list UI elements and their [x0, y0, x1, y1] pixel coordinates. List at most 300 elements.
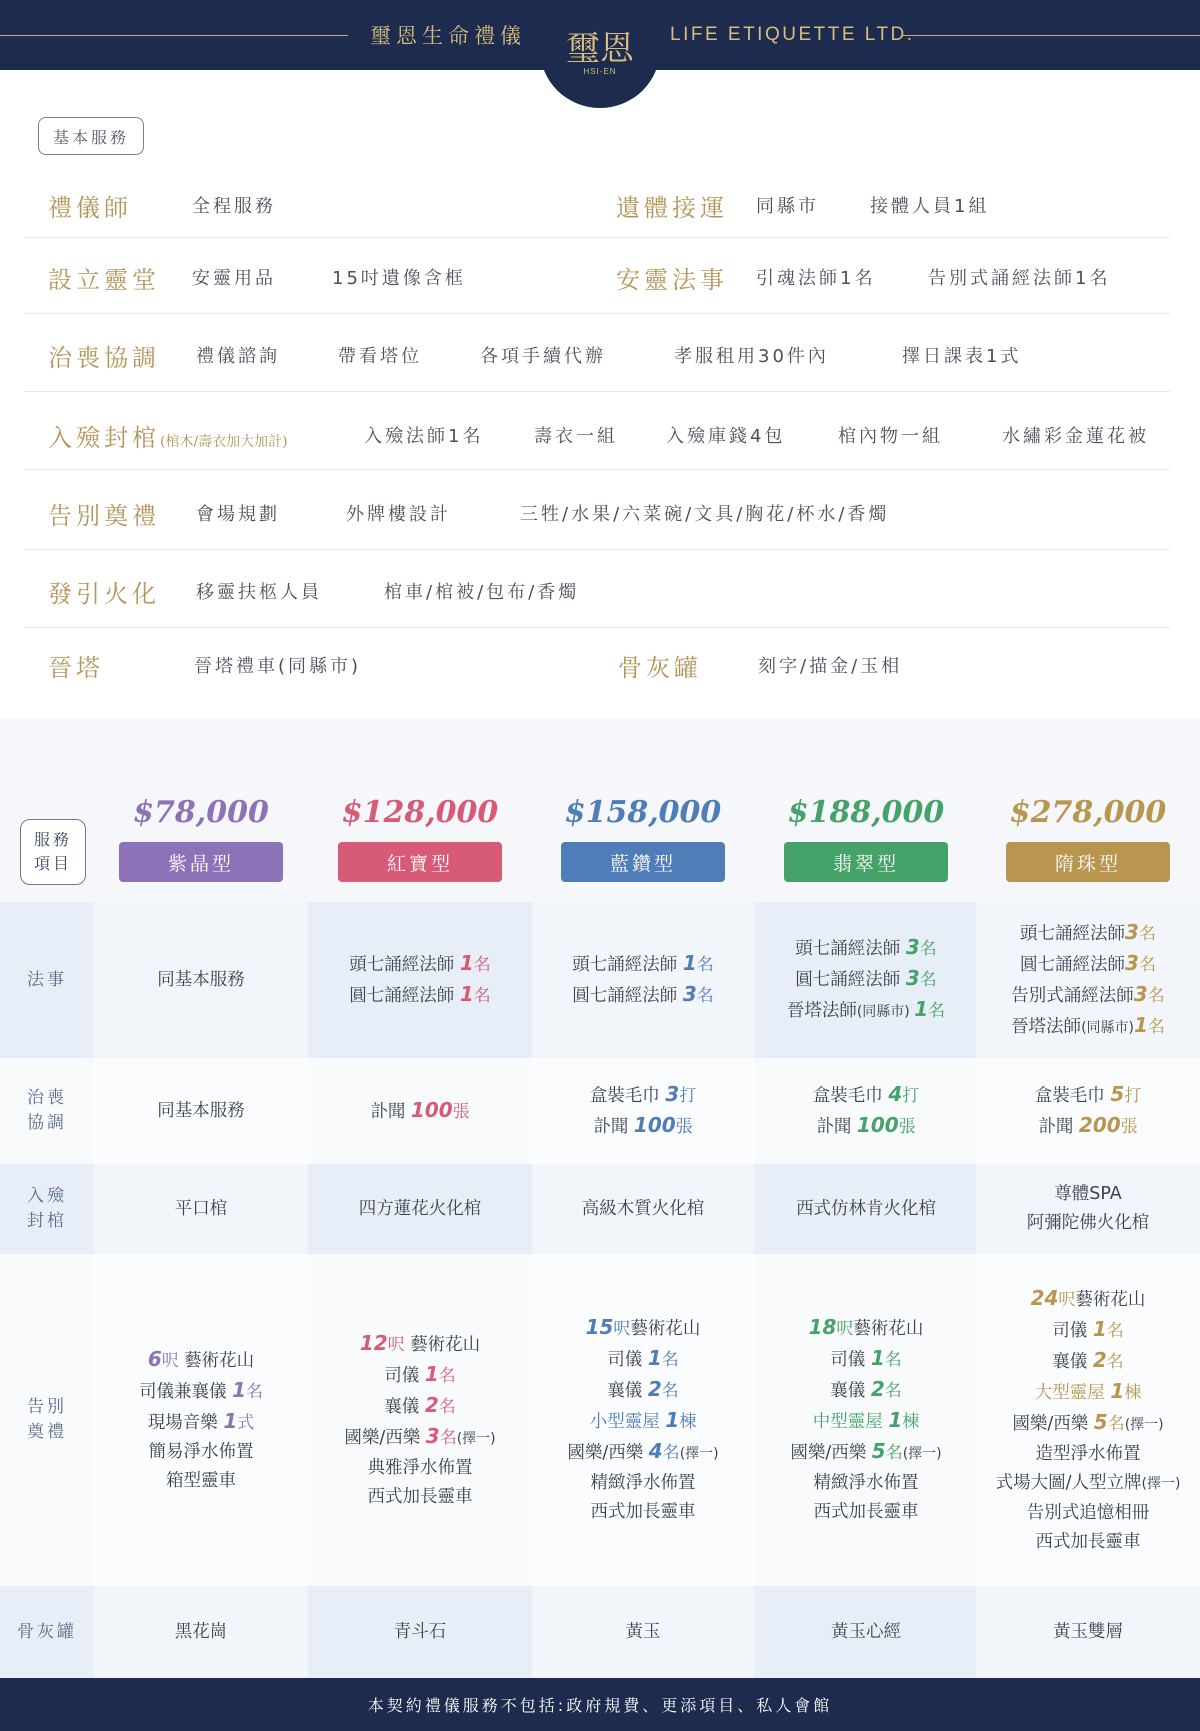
basic-row-item: 外牌樓設計 — [346, 504, 451, 525]
highlight-number: 1 — [647, 1346, 662, 1370]
unit-text: 呎 — [161, 1350, 185, 1371]
plan-cell-line — [590, 1406, 696, 1437]
cell-text: 西式加長靈車 — [813, 1502, 919, 1522]
plan-cell — [532, 1254, 754, 1586]
cell-text: 頭七誦經法師 — [1020, 923, 1126, 944]
unit-text: 名 — [661, 1381, 679, 1401]
note-text: (同縣市) — [1081, 1019, 1134, 1036]
cell-text: 襄儀 — [830, 1381, 871, 1401]
cell-text: 西式仿林肯火化棺 — [796, 1198, 936, 1219]
plan-cell-line — [1052, 1346, 1124, 1377]
plan-cell-line — [139, 1376, 263, 1407]
basic-row-title: 發引火化 — [48, 580, 160, 608]
plan-cell — [755, 1586, 977, 1678]
row-label-line: 法事 — [27, 969, 67, 990]
plan-cell-line — [149, 1438, 254, 1467]
unit-text: 名 — [1138, 954, 1156, 975]
cell-text: 司儀 — [830, 1350, 871, 1370]
row-label — [0, 1586, 94, 1678]
cell-text: 高級木質火化棺 — [581, 1198, 705, 1219]
plan-cell-line — [1035, 1080, 1141, 1111]
basic-row-item: 三牲/水果/六菜碗/文具/胸花/杯水/香燭 — [520, 504, 890, 525]
plan-cell-line — [795, 933, 936, 964]
plan-cell — [309, 1254, 531, 1586]
cell-text: 箱型靈車 — [166, 1470, 236, 1491]
plan-cell-line — [607, 1375, 679, 1406]
unit-text: 名 — [919, 939, 937, 959]
plan-cell-line — [175, 1195, 228, 1224]
highlight-number: 6 — [147, 1346, 162, 1371]
unit-text: 名 — [928, 1001, 946, 1021]
highlight-number: 1 — [1110, 1378, 1125, 1403]
row-label-line: 治喪 — [27, 1088, 67, 1108]
plan-cell — [309, 1058, 531, 1164]
highlight-text: 小型靈屋 — [589, 1412, 666, 1432]
basic-row-item: 引魂法師1名 — [756, 268, 876, 289]
basic-row-item: 帶看塔位 — [338, 346, 422, 367]
basic-row-item: 入殮法師1名 — [364, 426, 484, 447]
plan-cell-line — [1036, 1440, 1141, 1469]
plan-cell-line — [157, 966, 245, 995]
header-divider-right — [902, 35, 1200, 36]
plan-cell-line — [830, 1375, 902, 1406]
cell-text: 晉塔法師 — [786, 1001, 857, 1021]
highlight-text: 中型靈屋 — [812, 1412, 889, 1432]
basic-row-item: 水繡彩金蓮花被 — [1002, 426, 1149, 447]
unit-text: 打 — [902, 1086, 920, 1106]
plan-cell-line — [368, 1454, 473, 1483]
plan-cell — [977, 902, 1199, 1058]
highlight-number: 2 — [870, 1377, 885, 1401]
highlight-number: 1 — [459, 982, 474, 1006]
basic-row-title: 禮儀師 — [48, 194, 132, 222]
unit-text: 張 — [452, 1101, 470, 1122]
cell-text: 典雅淨水佈置 — [367, 1457, 473, 1478]
plan-cell-line — [607, 1344, 679, 1375]
plan-cell-line — [1020, 949, 1156, 980]
basic-row-item: 擇日課表1式 — [902, 346, 1022, 367]
cell-text: 圓七誦經法師 — [572, 986, 683, 1006]
plan-cell — [309, 902, 531, 1058]
plan-cell — [90, 1586, 312, 1678]
cell-text: 現場音樂 — [147, 1412, 224, 1433]
service-items-tag — [20, 819, 86, 885]
plan-cell — [977, 1254, 1199, 1586]
note-text: (同縣市) — [856, 1004, 915, 1020]
plan-cell-line — [148, 1407, 254, 1438]
cell-text: 國樂/西樂 — [567, 1443, 649, 1463]
unit-text: 呎 — [613, 1319, 631, 1339]
plan-name-badge: 藍鑽型 — [561, 842, 725, 882]
unit-text: 名 — [884, 1350, 902, 1370]
plan-cell-line — [1031, 1284, 1146, 1315]
plan-price: $128,000 — [341, 795, 499, 830]
cell-text: 阿彌陀佛火化棺 — [1026, 1213, 1150, 1233]
plan-cell — [532, 1586, 754, 1678]
plan-cell — [977, 1058, 1199, 1164]
unit-text: 名 — [884, 1381, 902, 1401]
plan-cell-line — [148, 1345, 254, 1376]
plan-cell — [309, 1164, 531, 1254]
highlight-number: 100 — [856, 1113, 899, 1137]
unit-text: 棟 — [1124, 1382, 1142, 1403]
plan-name-badge: 翡翠型 — [784, 842, 948, 882]
basic-row-encoffining — [24, 392, 1170, 470]
plan-cell-line — [996, 1469, 1181, 1499]
plan-cell-line — [1053, 1618, 1123, 1647]
highlight-text: 大型靈屋 — [1034, 1382, 1111, 1403]
plan-cell — [755, 902, 977, 1058]
plan-cell-line — [591, 1469, 696, 1498]
basic-row-title-text: 入殮封棺 — [48, 424, 160, 452]
basic-row-item: 孝服租用30件內 — [674, 346, 829, 367]
row-label-line: 告別 — [27, 1397, 67, 1417]
cell-text: 同基本服務 — [157, 1100, 245, 1121]
cell-text: 青斗石 — [393, 1621, 447, 1642]
plan-cell-line — [344, 1422, 495, 1454]
row-label-line: 協調 — [27, 1113, 67, 1133]
highlight-number: 5 — [871, 1439, 886, 1463]
unit-text: 打 — [679, 1086, 697, 1106]
basic-row-title: 遺體接運 — [616, 194, 728, 222]
unit-text: 式 — [237, 1412, 255, 1433]
unit-text: 名 — [1106, 1351, 1124, 1372]
row-label — [0, 1058, 94, 1164]
cell-text: 西式加長靈車 — [1035, 1531, 1141, 1552]
plan-cell — [755, 1058, 977, 1164]
cell-text: 式場大圖/人型立牌 — [995, 1472, 1142, 1493]
plan-cell-line — [384, 1360, 456, 1391]
plan-cell-line — [1052, 1315, 1124, 1346]
unit-text: 名 — [439, 1427, 457, 1448]
basic-row-item: 安靈用品 — [192, 268, 276, 289]
plan-cell-line — [384, 1391, 456, 1422]
plan-cell-line — [572, 980, 713, 1011]
highlight-number: 2 — [647, 1377, 662, 1401]
row-label-line: 骨灰罐 — [17, 1621, 77, 1642]
row-label — [0, 1254, 94, 1586]
highlight-number: 1 — [232, 1377, 246, 1402]
cell-text: 盒裝毛巾 — [812, 1086, 889, 1106]
highlight-number: 100 — [410, 1097, 453, 1122]
brand-name-en: LIFE ETIQUETTE LTD. — [670, 24, 915, 45]
cell-text: 訃聞 — [1038, 1117, 1079, 1137]
highlight-number: 5 — [1093, 1409, 1108, 1434]
highlight-number: 1 — [459, 951, 474, 975]
cell-text: 造型淨水佈置 — [1035, 1443, 1141, 1464]
unit-text: 名 — [1147, 985, 1165, 1006]
highlight-number: 1 — [1134, 1012, 1148, 1037]
unit-text: 名 — [438, 1365, 456, 1386]
unit-text: 名 — [1138, 923, 1156, 944]
plan-cell — [90, 1164, 312, 1254]
plan-price: $78,000 — [133, 795, 269, 830]
plan-cell-line — [590, 1080, 696, 1111]
unit-text: 名 — [661, 1350, 679, 1370]
note-text: (擇一) — [1141, 1475, 1181, 1492]
highlight-number: 100 — [633, 1113, 676, 1137]
highlight-number: 5 — [1110, 1082, 1125, 1106]
plan-cell-line — [591, 1498, 696, 1527]
logo-mark: 璽恩 — [566, 28, 634, 69]
cell-text: 訃聞 — [816, 1117, 857, 1137]
cell-text: 告別式追憶相冊 — [1026, 1502, 1150, 1523]
unit-text: 打 — [1124, 1086, 1142, 1106]
cell-text: 藝術花山 — [184, 1350, 255, 1371]
basic-row-title-note: (棺木/壽衣加大加計) — [160, 434, 288, 450]
basic-row-item: 棺內物一組 — [838, 426, 943, 447]
plan-cell-line — [795, 964, 936, 995]
row-label-line: 入殮 — [27, 1186, 67, 1206]
plan-cell-line — [349, 980, 490, 1011]
plan-cell-line — [790, 1437, 941, 1469]
unit-text: 名 — [885, 1443, 903, 1463]
highlight-number: 3 — [425, 1423, 440, 1448]
unit-text: 張 — [1120, 1117, 1138, 1137]
plan-cell — [90, 902, 312, 1058]
plan-cell-line — [175, 1618, 228, 1647]
plan-name-badge: 紅寶型 — [338, 842, 502, 882]
plan-cell-line — [1054, 1180, 1122, 1209]
basic-row-item: 15吋遺像含框 — [332, 268, 466, 289]
plan-cell-line — [831, 1618, 901, 1647]
brand-name-cn: 璽恩生命禮儀 — [370, 24, 526, 48]
basic-row-farewell — [24, 470, 1170, 550]
unit-text: 棟 — [902, 1412, 920, 1432]
plan-cell-line — [368, 1483, 473, 1512]
basic-row-item: 刻字/描金/玉相 — [758, 656, 903, 677]
row-label — [0, 902, 94, 1058]
highlight-number: 3 — [682, 982, 697, 1006]
highlight-number: 24 — [1030, 1285, 1059, 1310]
cell-text: 藝術花山 — [630, 1319, 701, 1339]
plan-cell-line — [787, 995, 945, 1027]
plan-cell-line — [813, 1406, 919, 1437]
highlight-number: 1 — [1092, 1316, 1107, 1341]
service-items-tag-line: 項目 — [33, 854, 72, 873]
plan-cell-line — [1011, 1011, 1165, 1043]
plan-cell — [977, 1164, 1199, 1254]
plan-cell — [532, 1058, 754, 1164]
highlight-number: 200 — [1078, 1113, 1121, 1137]
basic-row-item: 告別式誦經法師1名 — [928, 268, 1111, 289]
note-text: (擇一) — [679, 1446, 719, 1462]
plan-cell-line — [830, 1344, 902, 1375]
unit-text: 名 — [473, 955, 491, 975]
plan-price: $188,000 — [787, 795, 945, 830]
cell-text: 黃玉心經 — [831, 1621, 901, 1642]
brand-logo — [540, 0, 660, 108]
cell-text: 黃玉 — [625, 1621, 661, 1642]
plan-cell-line — [1036, 1528, 1141, 1557]
unit-text: 棟 — [679, 1412, 697, 1432]
cell-text: 精緻淨水佈置 — [590, 1473, 696, 1493]
basic-row-title: 治喪協調 — [48, 344, 160, 372]
basic-row-item: 會場規劃 — [196, 504, 280, 525]
cell-text: 黑花崗 — [174, 1621, 228, 1642]
unit-text: 張 — [675, 1117, 693, 1137]
logo-subtext: HSI-EN — [583, 66, 617, 76]
plan-cell-line — [593, 1111, 692, 1142]
basic-service-tag: 基本服務 — [38, 117, 144, 155]
plan-cell-line — [1011, 980, 1164, 1011]
plan-cell — [755, 1254, 977, 1586]
basic-row-item: 移靈扶柩人員 — [196, 582, 322, 603]
highlight-number: 1 — [870, 1346, 885, 1370]
plan-cell-line — [360, 1329, 480, 1360]
note-text: (擇一) — [902, 1446, 942, 1462]
highlight-number: 12 — [359, 1330, 388, 1355]
cell-text: 告別式誦經法師 — [1011, 985, 1134, 1006]
cell-text: 司儀 — [607, 1350, 648, 1370]
row-label — [0, 1164, 94, 1254]
highlight-number: 1 — [888, 1408, 903, 1432]
plan-cell-line — [813, 1080, 919, 1111]
plan-cell-line — [814, 1469, 919, 1498]
highlight-number: 1 — [223, 1408, 238, 1433]
plan-price: $278,000 — [1009, 795, 1167, 830]
cell-text: 訃聞 — [593, 1117, 634, 1137]
highlight-number: 1 — [665, 1408, 680, 1432]
basic-row-title — [48, 418, 288, 453]
highlight-number: 3 — [905, 935, 920, 959]
plan-cell — [90, 1058, 312, 1164]
cell-text: 西式加長靈車 — [367, 1486, 473, 1507]
basic-row-item: 入殮庫錢4包 — [666, 426, 786, 447]
cell-text: 頭七誦經法師 — [349, 955, 460, 975]
highlight-number: 3 — [665, 1082, 680, 1106]
unit-text: 呎 — [387, 1334, 411, 1355]
cell-text: 國樂/西樂 — [790, 1443, 872, 1463]
plan-price: $158,000 — [564, 795, 722, 830]
cell-text: 黃玉雙層 — [1053, 1621, 1123, 1642]
cell-text: 簡易淨水佈置 — [148, 1441, 254, 1462]
unit-text: 呎 — [836, 1319, 854, 1339]
unit-text: 名 — [662, 1443, 680, 1463]
cell-text: 晉塔法師 — [1011, 1016, 1082, 1037]
unit-text: 名 — [473, 986, 491, 1006]
plan-cell-line — [166, 1467, 236, 1496]
basic-row-item: 接體人員1組 — [870, 196, 990, 217]
cell-text: 襄儀 — [1052, 1351, 1093, 1372]
basic-row-item: 壽衣一組 — [534, 426, 618, 447]
basic-row-item: 各項手續代辦 — [480, 346, 606, 367]
highlight-number: 3 — [1125, 919, 1139, 944]
unit-text: 名 — [1107, 1413, 1125, 1434]
basic-row-item: 同縣市 — [756, 196, 819, 217]
plan-cell-line — [814, 1498, 919, 1527]
unit-text: 名 — [245, 1381, 263, 1402]
plan-name-badge: 紫晶型 — [119, 842, 283, 882]
basic-row-columbarium — [24, 628, 1170, 700]
cell-text: 四方蓮花火化棺 — [358, 1198, 482, 1219]
highlight-number: 1 — [682, 951, 697, 975]
basic-row-item: 晉塔禮車(同縣市) — [194, 656, 362, 677]
basic-row-funeral-director — [24, 170, 1170, 238]
cell-text: 頭七誦經法師 — [795, 939, 906, 959]
plan-name-badge: 隋珠型 — [1006, 842, 1170, 882]
cell-text: 襄儀 — [607, 1381, 648, 1401]
cell-text: 同基本服務 — [157, 969, 245, 990]
plan-cell-line — [1020, 918, 1156, 949]
row-label-line: 封棺 — [27, 1211, 67, 1231]
plan-cell-line — [567, 1437, 718, 1469]
basic-row-title: 設立靈堂 — [48, 266, 160, 294]
plan-cell — [532, 902, 754, 1058]
plan-cell-line — [816, 1111, 915, 1142]
plan-cell — [755, 1164, 977, 1254]
note-text: (擇一) — [456, 1430, 496, 1447]
plan-cell-line — [394, 1618, 447, 1647]
plan-cell-line — [809, 1313, 924, 1344]
plan-cell — [977, 1586, 1199, 1678]
basic-row-item: 全程服務 — [192, 196, 276, 217]
cell-text: 尊體SPA — [1054, 1184, 1122, 1204]
plan-cell-line — [1027, 1209, 1150, 1238]
basic-row-title: 安靈法事 — [616, 266, 728, 294]
highlight-number: 4 — [888, 1082, 903, 1106]
basic-row-coordination — [24, 314, 1170, 392]
unit-text: 名 — [696, 955, 714, 975]
unit-text: 名 — [1106, 1320, 1124, 1341]
cell-text: 圓七誦經法師 — [349, 986, 460, 1006]
highlight-number: 1 — [914, 997, 929, 1021]
cell-text: 國樂/西樂 — [344, 1427, 426, 1448]
cell-text: 頭七誦經法師 — [572, 955, 683, 975]
highlight-number: 3 — [905, 966, 920, 990]
service-items-tag-line: 服務 — [33, 830, 72, 849]
cell-text: 藝術花山 — [410, 1334, 481, 1355]
plan-cell — [309, 1586, 531, 1678]
cell-text: 平口棺 — [174, 1198, 228, 1219]
plan-cell-line — [157, 1097, 245, 1126]
cell-text: 司儀 — [1052, 1320, 1093, 1341]
footer-note: 本契約禮儀服務不包括:政府規費、更添項目、私人會館 — [0, 1678, 1200, 1731]
cell-text: 西式加長靈車 — [590, 1502, 696, 1522]
plan-cell-line — [1012, 1408, 1163, 1440]
basic-row-item: 禮儀諮詢 — [196, 346, 280, 367]
unit-text: 呎 — [1058, 1289, 1076, 1310]
highlight-number: 2 — [424, 1392, 439, 1417]
highlight-number: 2 — [1092, 1347, 1107, 1372]
basic-row-title: 骨灰罐 — [618, 654, 702, 682]
header-divider-left — [0, 35, 348, 36]
cell-text: 盒裝毛巾 — [1034, 1086, 1111, 1106]
cell-text: 盒裝毛巾 — [589, 1086, 666, 1106]
basic-row-altar — [24, 238, 1170, 314]
plan-cell-line — [1038, 1111, 1137, 1142]
row-label-line: 奠禮 — [27, 1422, 67, 1442]
plan-cell — [532, 1164, 754, 1254]
highlight-number: 3 — [1125, 950, 1139, 975]
highlight-number: 3 — [1133, 981, 1148, 1006]
unit-text: 名 — [696, 986, 714, 1006]
plan-cell-line — [626, 1618, 661, 1647]
cell-text: 司儀 — [384, 1365, 425, 1386]
cell-text: 訃聞 — [370, 1101, 411, 1122]
basic-row-title: 晉塔 — [48, 654, 104, 682]
unit-text: 名 — [438, 1396, 456, 1417]
highlight-number: 1 — [424, 1361, 439, 1386]
highlight-number: 4 — [648, 1439, 663, 1463]
basic-row-item: 棺車/棺被/包布/香燭 — [384, 582, 580, 603]
basic-row-title: 告別奠禮 — [48, 502, 160, 530]
note-text: (擇一) — [1124, 1416, 1164, 1433]
highlight-number: 15 — [585, 1315, 614, 1339]
plan-cell-line — [359, 1195, 482, 1224]
plan-cell-line — [349, 949, 490, 980]
basic-row-cremation — [24, 550, 1170, 628]
